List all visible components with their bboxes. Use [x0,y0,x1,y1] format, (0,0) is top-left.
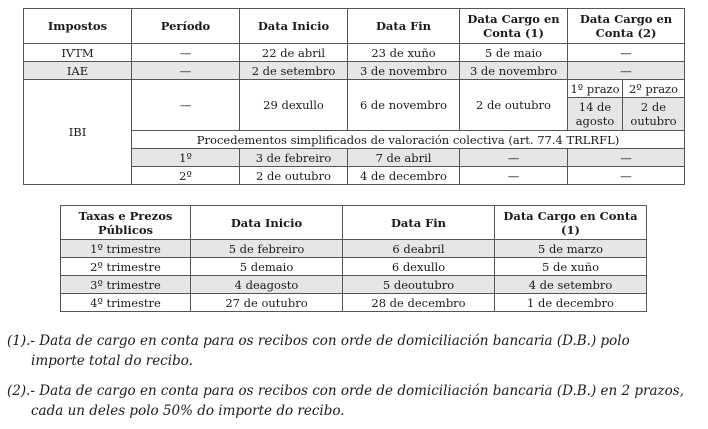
period: 3º trimestre [61,276,191,294]
header-data-cargo-2: Data Cargo en Conta (2) [568,9,685,44]
end-date: 23 de xuño [348,44,460,62]
table-row-ibi [24,80,685,98]
header-data-cargo-1: Data Cargo en Conta (1) [495,206,647,240]
prazo-1-label: 1º prazo [568,80,623,98]
charge-date-1: — [460,149,568,167]
period: 1º trimestre [61,240,191,258]
charge-date-2: — [568,44,685,62]
header-impostos: Impostos [24,9,132,44]
period: — [132,62,240,80]
table-header-row [61,206,647,240]
taxes-calendar-table [23,8,685,185]
table-row [61,276,647,294]
header-periodo: Período [132,9,240,44]
end-date: 4 de decembro [348,167,460,185]
start-date: 4 deagosto [191,276,343,294]
header-data-fin: Data Fin [348,9,460,44]
start-date: 5 demaio [191,258,343,276]
charge-date-1: — [460,167,568,185]
start-date: 27 de outubro [191,294,343,312]
prazo-2-date: 2 de outubro [623,98,685,131]
table-header-row [24,9,685,44]
start-date: 22 de abril [240,44,348,62]
footnote-1 [7,331,701,371]
table-row [61,258,647,276]
footnote-1-line-2: importe total do recibo. [31,353,193,369]
header-data-fin: Data Fin [343,206,495,240]
header-data-cargo-1: Data Cargo en Conta (1) [460,9,568,44]
footnote-2 [7,381,701,421]
charge-date-1: 5 de maio [460,44,568,62]
charge-date-2: — [568,167,685,185]
start-date: 2 de outubro [240,167,348,185]
start-date: 3 de febreiro [240,149,348,167]
footnote-2-line-1: (2).- Data de cargo en conta para os recibos con orde de domiciliación bancaria (D.B.) en 2 prazos, [7,383,684,399]
end-date: 6 dexullo [343,258,495,276]
table-row-iae [24,62,685,80]
charge-date: 5 de xuño [495,258,647,276]
charge-date: 4 de setembro [495,276,647,294]
start-date: 2 de setembro [240,62,348,80]
procedure-note: Procedementos simplificados de valoración colectiva (art. 77.4 TRLRFL) [132,131,685,149]
tax-name: IVTM [24,44,132,62]
charge-date-2: — [568,62,685,80]
period: — [132,80,240,131]
end-date: 6 de novembro [348,80,460,131]
charge-date: 5 de marzo [495,240,647,258]
period: 1º [132,149,240,167]
header-data-inicio: Data Inicio [191,206,343,240]
end-date: 7 de abril [348,149,460,167]
table-row [61,294,647,312]
charge-date-1: 3 de novembro [460,62,568,80]
footnote-2-line-2: cada un deles polo 50% do importe do recibo. [31,403,345,419]
charge-date-1: 2 de outubro [460,80,568,131]
header-taxas: Taxas e Prezos Públicos [61,206,191,240]
end-date: 5 deoutubro [343,276,495,294]
prazo-1-date: 14 de agosto [568,98,623,131]
period: 2º [132,167,240,185]
prazo-2-label: 2º prazo [623,80,685,98]
start-date: 5 de febreiro [191,240,343,258]
footnote-1-line-1: (1).- Data de cargo en conta para os recibos con orde de domiciliación bancaria (D.B.) polo [7,333,630,349]
period: 2º trimestre [61,258,191,276]
tax-name: IAE [24,62,132,80]
end-date: 28 de decembro [343,294,495,312]
header-data-inicio: Data Inicio [240,9,348,44]
table-row-ivtm [24,44,685,62]
fees-calendar-table [60,205,647,312]
period: 4º trimestre [61,294,191,312]
charge-date-2: — [568,149,685,167]
period: — [132,44,240,62]
charge-date: 1 de decembro [495,294,647,312]
start-date: 29 dexullo [240,80,348,131]
end-date: 3 de novembro [348,62,460,80]
table-row [61,240,647,258]
tax-name: IBI [24,80,132,185]
end-date: 6 deabril [343,240,495,258]
